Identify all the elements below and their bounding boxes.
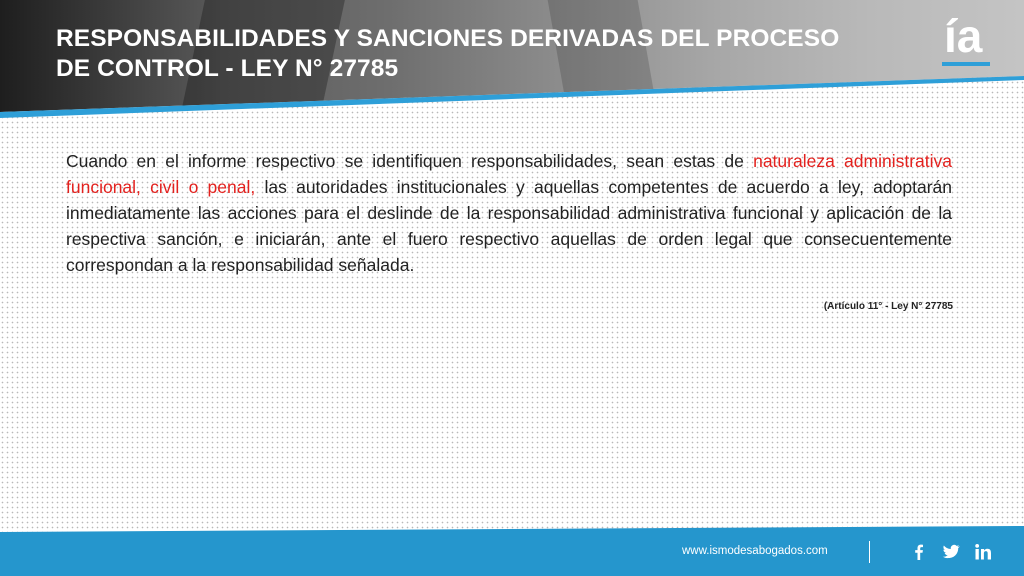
footer-bar [0, 526, 1024, 576]
footer-divider [869, 541, 870, 563]
paragraph-text-start: Cuando en el informe respectivo se identifiquen responsabilidades, sean estas de [66, 151, 754, 171]
article-citation: (Artículo 11° - Ley N° 27785 [823, 301, 953, 312]
brand-logo [938, 8, 994, 70]
slide-title-line-2: DE CONTROL - LEY N° 27785 [56, 55, 399, 82]
paragraph-text-end: las autoridades institucionales y aquellas competentes de acuerdo a ley, adoptarán inmediatamente las acciones para el deslinde de la responsabilidad administrativa funcional y aplicación de la respectiva sanción, e iniciarán, ante el fuero respectivo aquellas de orden legal que consecuentemente correspondan a la responsabilidad señalada. [66, 177, 953, 275]
footer-website-link[interactable]: www.ismodesabogados.com [682, 545, 828, 557]
linkedin-icon[interactable] [974, 543, 992, 561]
slide-title [56, 24, 916, 84]
paragraph-highlight: naturaleza administrativa funcional, civil o penal, [66, 151, 952, 197]
twitter-icon[interactable] [942, 543, 960, 561]
brand-logo-text: ía [944, 10, 983, 62]
facebook-icon[interactable] [910, 543, 928, 561]
legal-paragraph [66, 148, 952, 278]
slide-title-line-1: RESPONSABILIDADES Y SANCIONES DERIVADAS DEL PROCESO [56, 25, 840, 52]
